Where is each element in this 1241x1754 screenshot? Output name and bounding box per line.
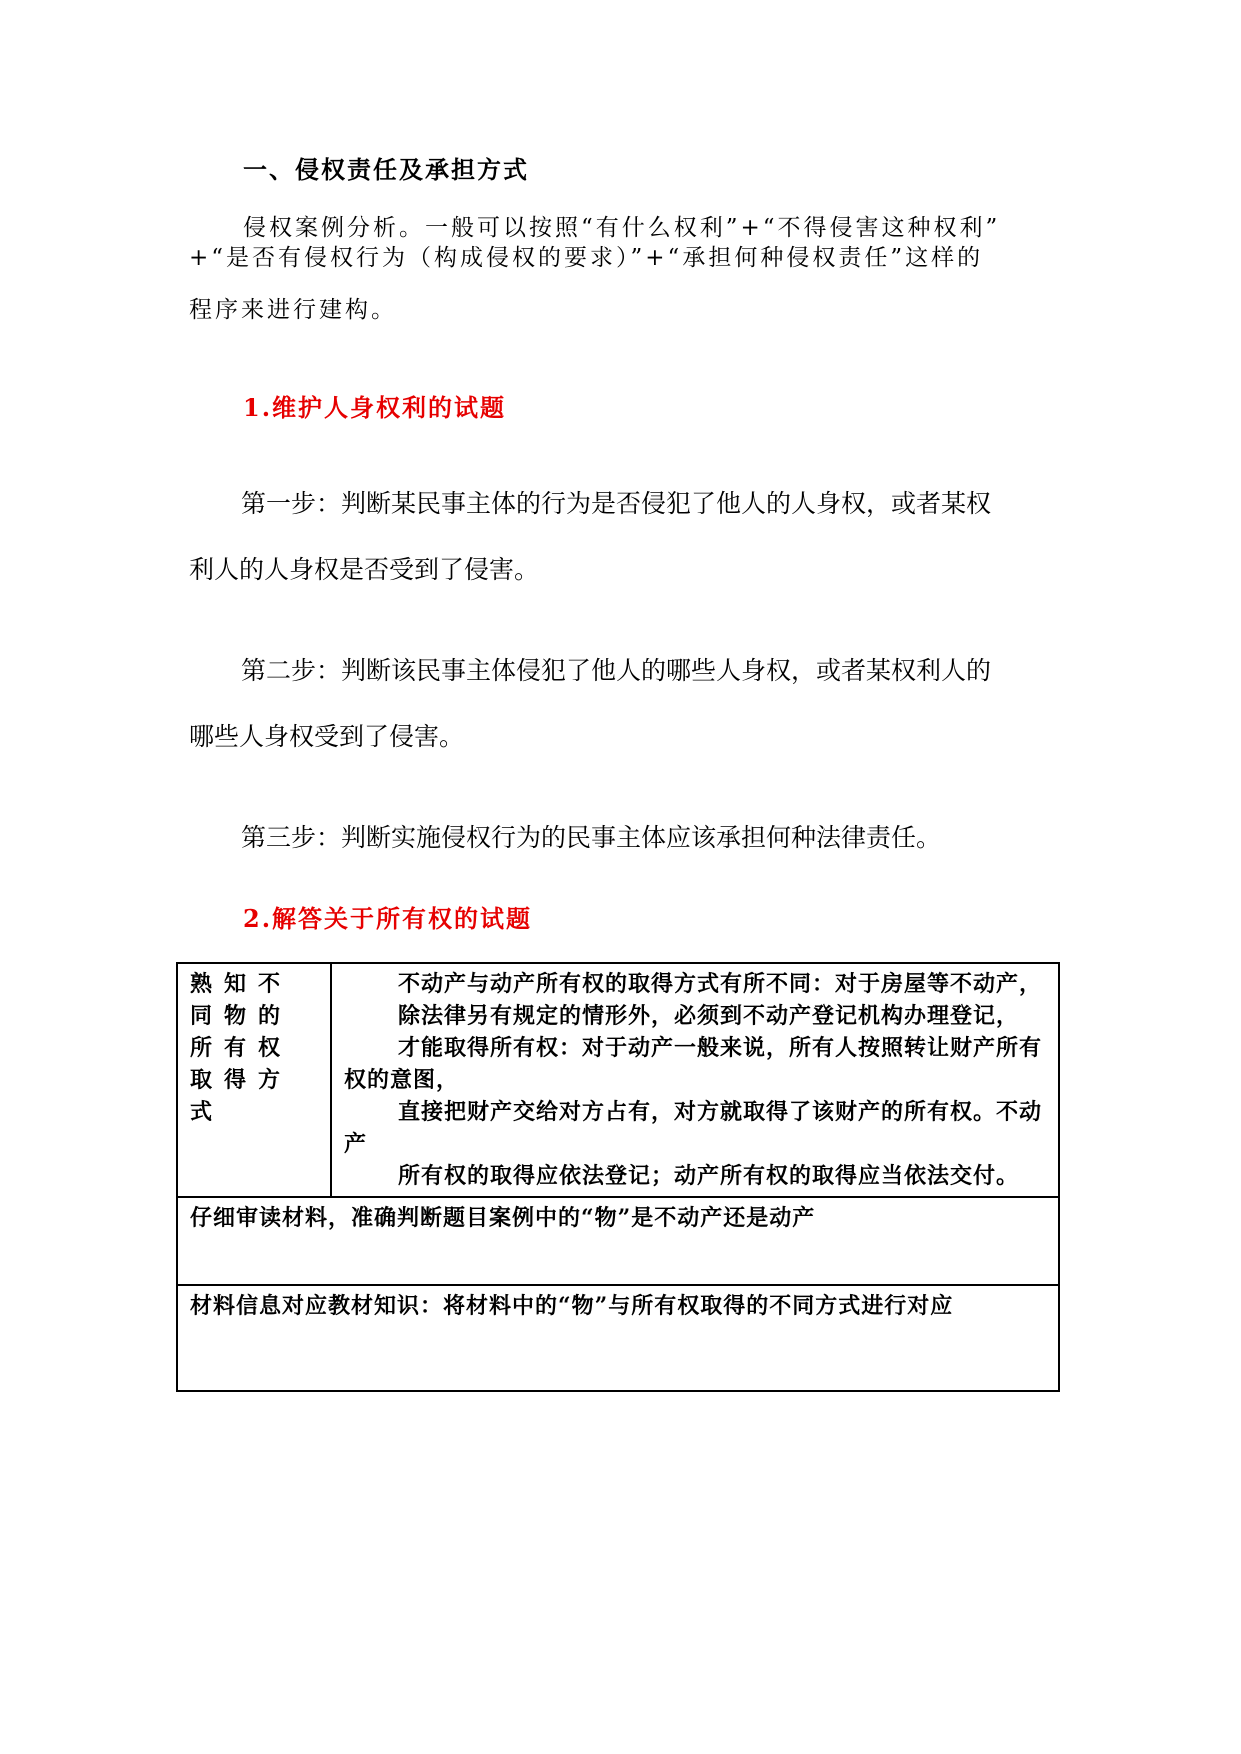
table-content-cell	[331, 963, 1059, 1197]
step-2-paragraph	[189, 638, 1059, 770]
step-2-line-1: 第二步：判断该民事主体侵犯了他人的哪些人身权，或者某权利人的	[241, 656, 992, 685]
intro-paragraph	[189, 217, 1059, 322]
step-1-paragraph	[189, 471, 1059, 603]
table-content-para: 除法律另有规定的情形外，必须到不动产登记机构办理登记，	[398, 1003, 1020, 1029]
step-2-line-2: 哪些人身权受到了侵害。	[189, 722, 465, 751]
table-row-3-cell: 材料信息对应教材知识：将材料中的“物”与所有权取得的不同方式进行对应	[177, 1285, 1059, 1391]
step-1-line-2: 利人的人身权是否受到了侵害。	[189, 555, 540, 584]
table-row-2-cell: 仔细审读材料，准确判断题目案例中的“物”是不动产还是动产	[177, 1197, 1059, 1285]
intro-line-2: +“是否有侵权行为（构成侵权的要求）”+“承担何种侵权责任”这样的	[189, 245, 984, 271]
step-1-line-1: 第一步：判断某民事主体的行为是否侵犯了他人的人身权，或者某权	[241, 489, 992, 518]
main-heading: 一、侵权责任及承担方式	[243, 155, 529, 184]
section-2-heading: 2.解答关于所有权的试题	[243, 904, 533, 933]
step-3-line-1: 第三步：判断实施侵权行为的民事主体应该承担何种法律责任。	[241, 823, 942, 852]
table-row	[177, 1285, 1059, 1391]
table-content-para: 所有权的取得应依法登记；动产所有权的取得应当依法交付。	[398, 1163, 1020, 1189]
section-1-heading: 1.维护人身权利的试题	[243, 393, 507, 422]
table-label-cell: 熟知不同物的所有权取得方式	[177, 963, 331, 1197]
table-content-para: 直接把财产交给对方占有，对方就取得了该财产的所有权。不动产	[344, 1099, 1043, 1157]
ownership-table	[176, 962, 1060, 1392]
table-content-para: 才能取得所有权：对于动产一般来说，所有人按照转让财产所有权的意图，	[344, 1035, 1043, 1093]
intro-line-1: 侵权案例分析。一般可以按照“有什么权利”+“不得侵害这种权利”	[243, 215, 1001, 241]
step-3-paragraph	[189, 805, 1059, 871]
table-row	[177, 963, 1059, 1197]
intro-line-3: 程序来进行建构。	[189, 297, 397, 323]
table-row	[177, 1197, 1059, 1285]
table-content-para: 不动产与动产所有权的取得方式有所不同：对于房屋等不动产，	[398, 971, 1043, 997]
